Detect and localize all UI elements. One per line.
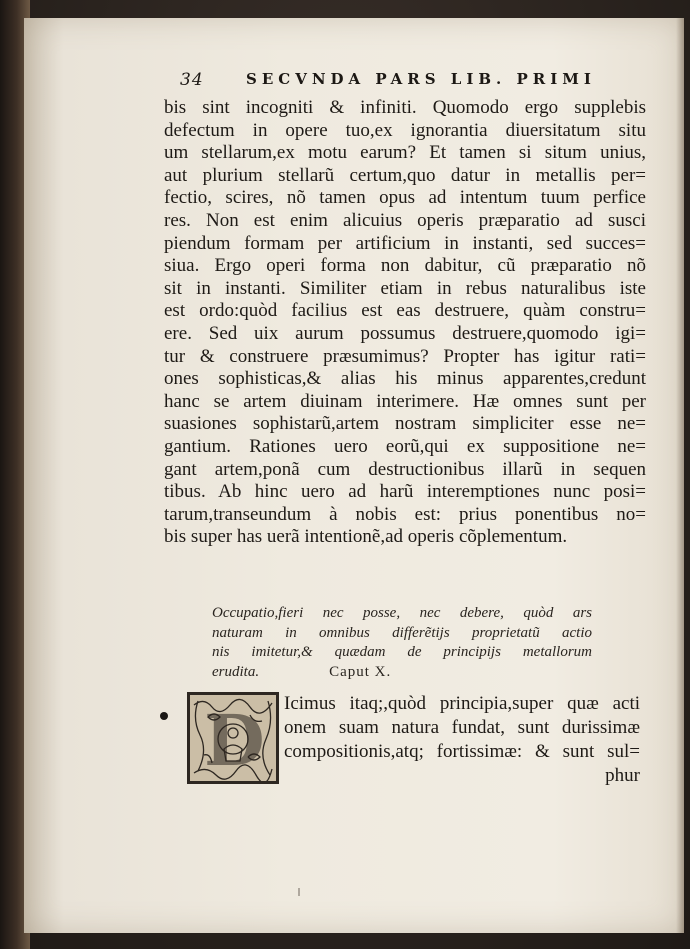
body-line: tur & construere præsumimus? Propter has igitur rati=	[164, 345, 646, 367]
body-line: tibus. Ab hinc uero ad harũ interemptiones nunc posi=	[164, 481, 646, 503]
body-line: gantium. Rationes uero eorũ,qui ex suppositione ne=	[164, 435, 646, 457]
body-line: res. Non est enim alicuius operis præparatio ad susci	[164, 209, 646, 231]
chapter-heading-line: Occupatio,fieri nec posse, nec debere, quòd ars	[212, 605, 592, 621]
body-line: suasiones sophistarũ,artem nostram simpliciter esse ne=	[164, 413, 646, 435]
body-line: ones sophisticas,& alias his minus apparentes,credunt	[164, 368, 646, 390]
margin-dot	[160, 712, 168, 720]
initial-letter: D	[204, 699, 265, 781]
body-line: fectio, scires, nõ tamen opus ad intentum tuum perfice	[164, 187, 646, 209]
chapter-heading-end: erudita.	[212, 663, 260, 680]
opening-line: Icimus itaq;,quòd principia,super quæ acti	[284, 693, 640, 714]
decorated-initial-icon	[190, 695, 276, 781]
chapter-heading-line	[212, 663, 592, 683]
body-line: hanc se artem diuinam interimere. Hæ omnes sunt per	[164, 390, 646, 412]
page-edge-shadow	[676, 18, 684, 933]
body-line: defectum in opere tuo,ex ignorantia diuersitatum situ	[164, 119, 646, 141]
running-head-title: SECVNDA PARS LIB. PRIMI	[246, 70, 596, 88]
page-number: 34	[180, 70, 204, 90]
body-line: ere. Sed uix aurum possumus destruere,quomodo igi=	[164, 322, 646, 344]
body-line: aut plurium stellarũ certum,quo datur in metallis per=	[164, 164, 646, 186]
catchword: phur	[605, 765, 640, 786]
body-line: gant artem,ponã cum destructionibus illarũ in sequen	[164, 458, 646, 480]
caput-label: Caput X.	[329, 663, 392, 680]
body-line: est ordo:quòd facilius est eas destruere, quàm constru=	[164, 300, 646, 322]
body-line: bis sint incogniti & infiniti. Quomodo ergo supplebis	[164, 97, 646, 118]
body-line: siua. Ergo operi forma non dabitur, cũ præparatio nõ	[164, 255, 646, 277]
body-text	[164, 97, 646, 549]
decorated-initial	[187, 692, 279, 784]
body-line: piendum formam per artificium in instanti, sed succes=	[164, 232, 646, 254]
chapter-heading	[212, 604, 592, 682]
body-line: sit in instanti. Similiter etiam in rebus naturalibus iste	[164, 277, 646, 299]
body-line: tarum,transeundum à nobis est: prius ponentibus no=	[164, 503, 646, 525]
opening-line: compositionis,atq; fortissimæ: & sunt sul=	[284, 741, 640, 762]
body-line: bis super has uerã intentionẽ,ad operis cõplementum.	[164, 526, 568, 548]
chapter-heading-line: nis imitetur,& quædam de principijs metallorum	[212, 644, 592, 660]
running-head	[180, 70, 600, 94]
page-smudge	[298, 888, 300, 896]
chapter-heading-line: naturam in omnibus differẽtijs proprietatũ actio	[212, 624, 592, 641]
chapter-opening-text	[284, 692, 640, 788]
opening-line: onem suam natura fundat, sunt durissimæ	[284, 717, 640, 738]
body-line: um stellarum,ex motu earum? Et tamen si situm unius,	[164, 142, 646, 164]
